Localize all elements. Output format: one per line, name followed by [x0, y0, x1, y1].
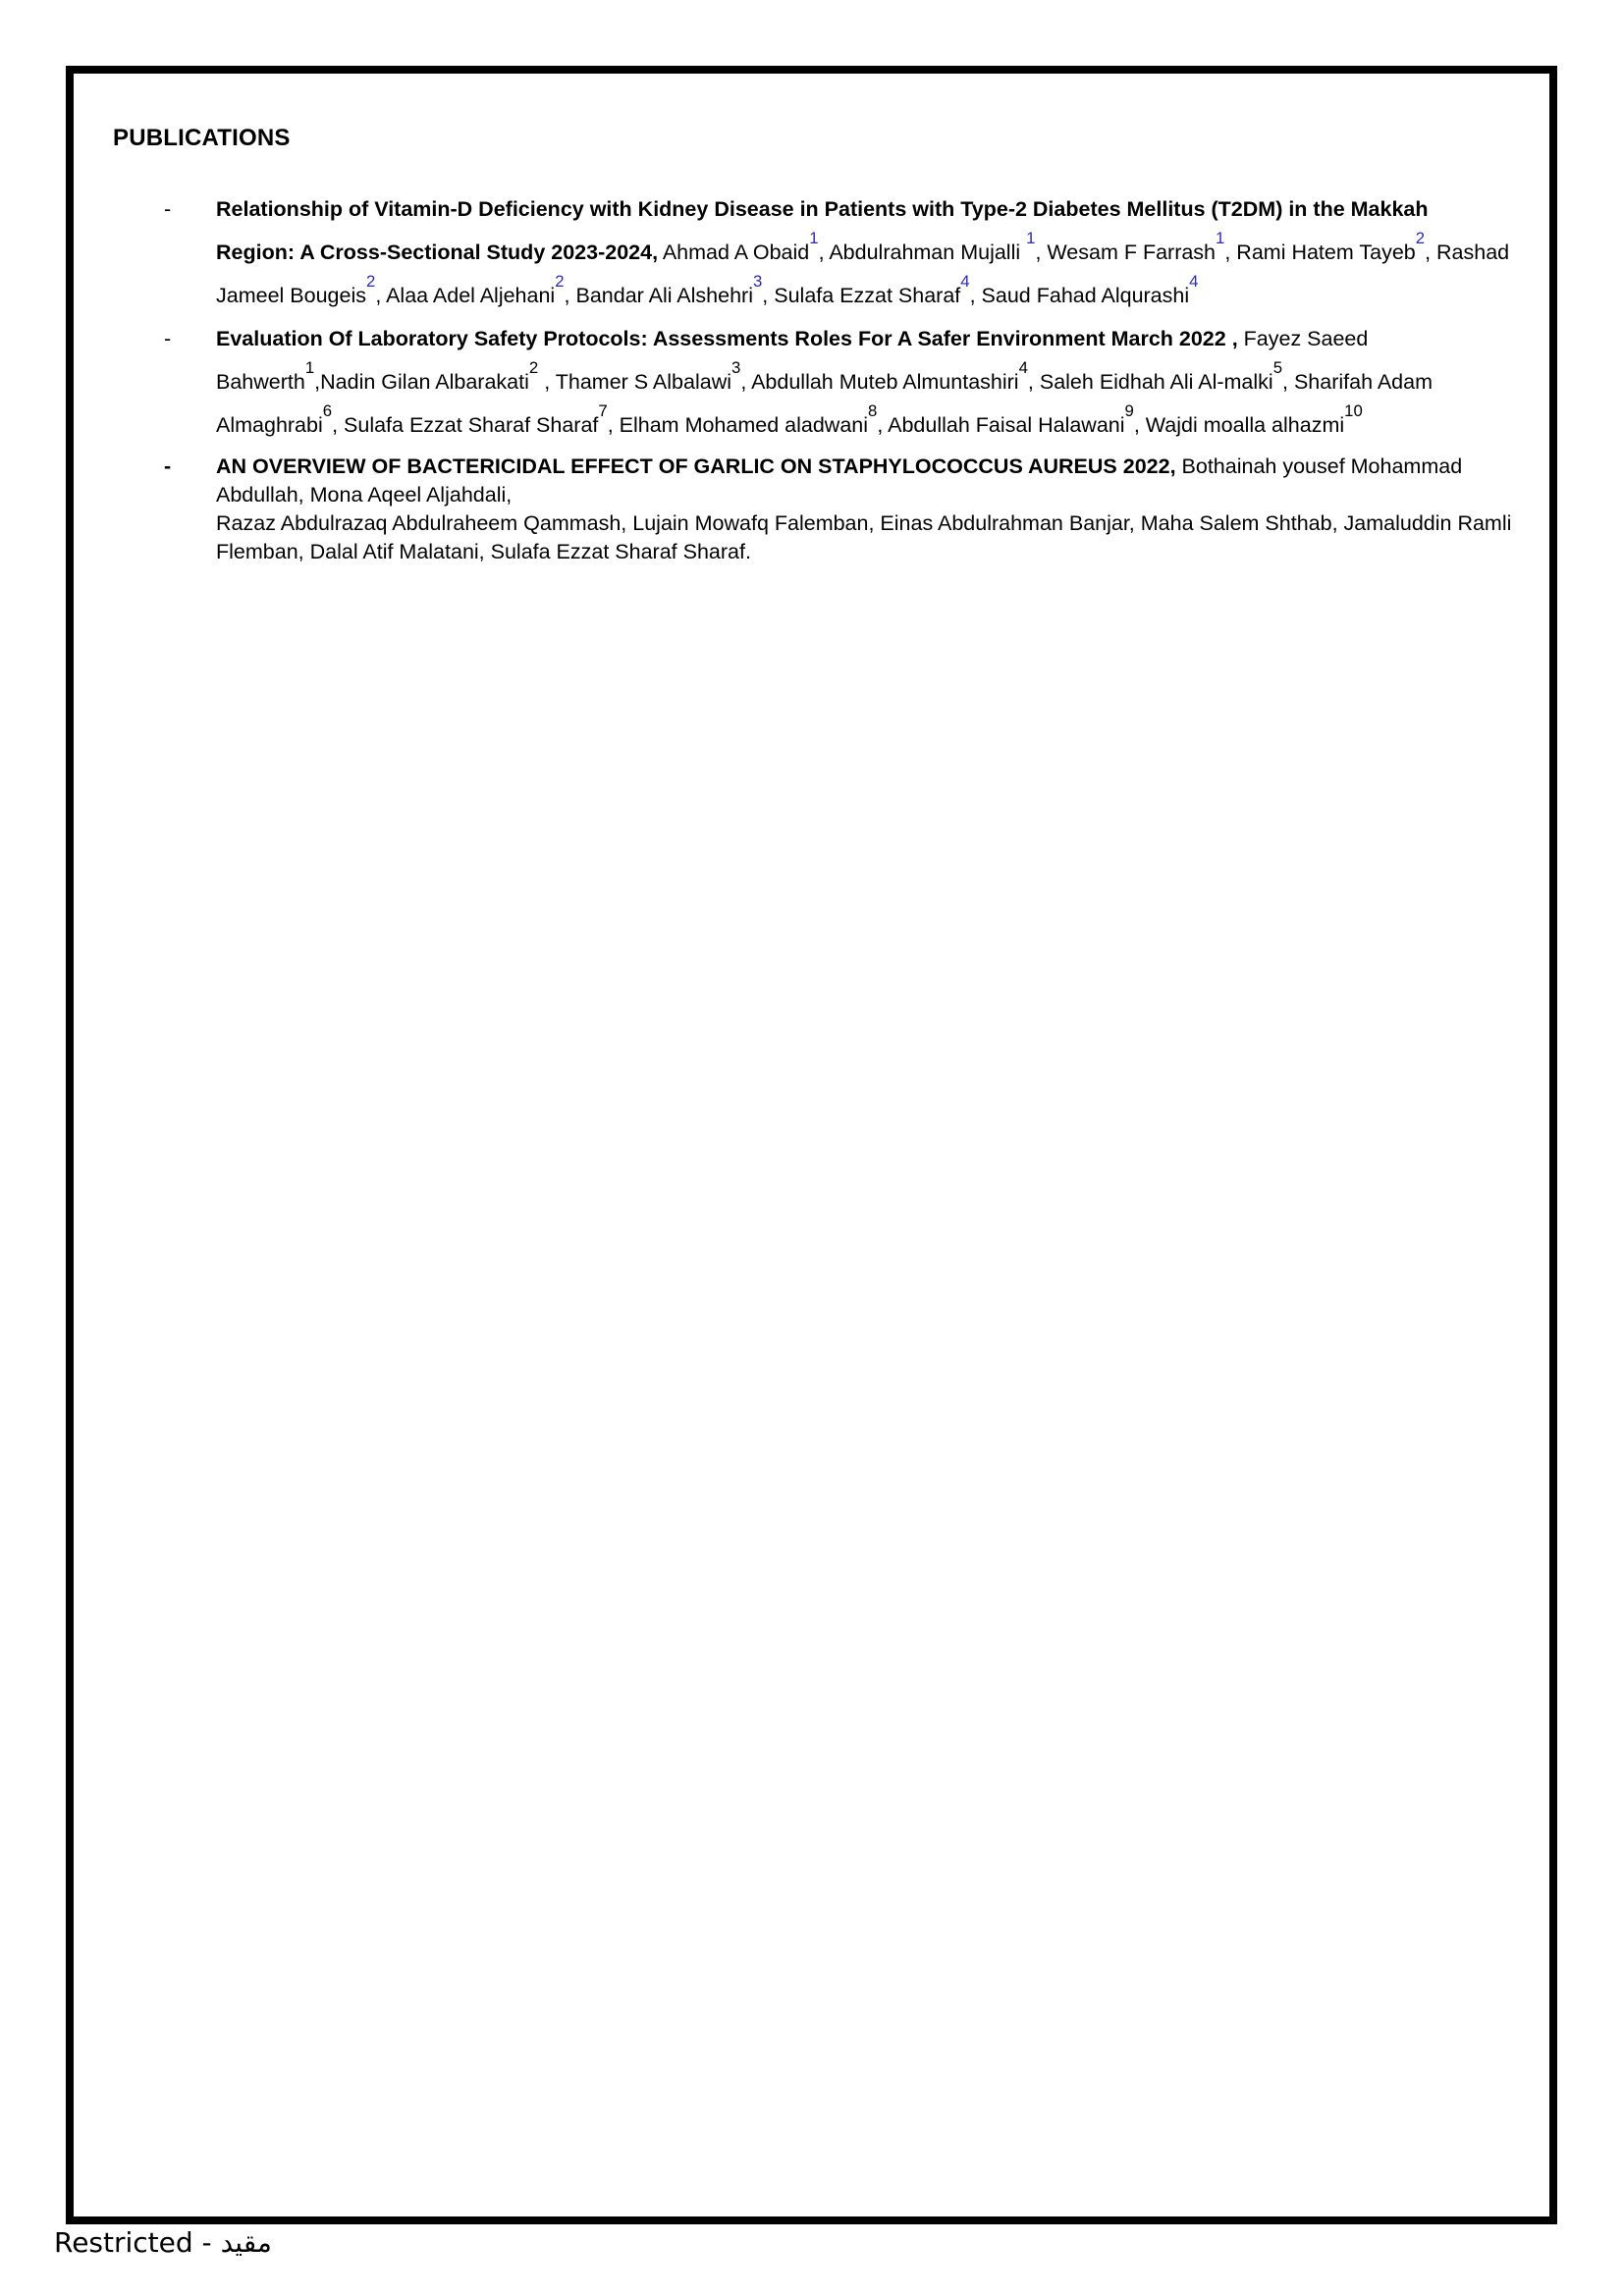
author-affiliation-superscript: 1 [1216, 229, 1225, 248]
author-affiliation-superscript: 2 [365, 272, 376, 292]
publication-authors: ,Nadin Gilan Albarakati [314, 370, 529, 394]
page-title: PUBLICATIONS [113, 125, 291, 151]
author-affiliation-superscript: 6 [322, 401, 333, 421]
publication-authors: Ahmad A Obaid [658, 240, 810, 264]
publication-title: Evaluation Of Laboratory Safety Protocols: Assessments Roles For A Safer Environment March 2022 , [216, 327, 1238, 350]
author-affiliation-superscript: 1 [1026, 229, 1036, 248]
publication-authors: , Alaa Adel Aljehani [375, 284, 556, 307]
author-affiliation-superscript: 2 [555, 272, 565, 292]
publication-authors: , Saleh Eidhah Ali Al-malki [1027, 370, 1273, 394]
author-affiliation-superscript: 2 [1415, 229, 1426, 248]
publication-authors: , Abdullah Faisal Halawani [877, 413, 1125, 437]
author-affiliation-superscript: 4 [960, 272, 970, 292]
publication-title: AN OVERVIEW OF BACTERICIDAL EFFECT OF GARLIC ON STAPHYLOCOCCUS AUREUS 2022, [216, 454, 1176, 478]
publication-authors: , Thamer S Albalawi [538, 370, 731, 394]
author-affiliation-superscript: 4 [1189, 272, 1199, 292]
author-affiliation-superscript: 1 [809, 229, 819, 248]
publication-item [113, 317, 1512, 447]
publication-authors: Razaz Abdulrazaq Abdulraheem Qammash, Lujain Mowafq Falemban, Einas Abdulrahman Banjar, Maha Salem Shthab, Jamaluddin Ramli Flemban, Dalal Atif Malatani, Sulafa Ezzat Sharaf Sharaf. [216, 511, 1512, 563]
publication-authors: , Wajdi moalla alhazmi [1133, 413, 1345, 437]
author-affiliation-superscript: 9 [1124, 401, 1134, 421]
author-affiliation-superscript: 3 [752, 272, 763, 292]
publications-list [113, 187, 1512, 566]
publication-authors: , Abdullah Muteb Almuntashiri [740, 370, 1019, 394]
author-affiliation-superscript: 7 [598, 401, 608, 421]
author-affiliation-superscript: 5 [1272, 358, 1283, 378]
publication-authors: , Rashad Jameel Bougeis [216, 240, 1510, 307]
page-border [66, 66, 1557, 2224]
publication-authors: , Elham Mohamed aladwani [607, 413, 869, 437]
author-affiliation-superscript: 8 [868, 401, 878, 421]
author-affiliation-superscript: 2 [528, 358, 539, 378]
publication-item [113, 187, 1512, 317]
publication-authors: , Abdulrahman Mujalli [818, 240, 1027, 264]
publication-authors: , Bandar Ali Alshehri [564, 284, 753, 307]
publication-authors: , Wesam F Farrash [1035, 240, 1217, 264]
publication-item [113, 453, 1512, 566]
footer-classification-label: Restricted - مقيد [54, 2226, 272, 2259]
author-affiliation-superscript: 4 [1018, 358, 1028, 378]
author-affiliation-superscript: 3 [731, 358, 741, 378]
author-affiliation-superscript: 1 [304, 358, 315, 378]
publication-authors: , Sulafa Ezzat Sharaf Sharaf [332, 413, 599, 437]
author-affiliation-superscript: 10 [1344, 401, 1363, 421]
publication-authors: , Saud Fahad Alqurashi [969, 284, 1190, 307]
publication-title: Relationship of Vitamin-D Deficiency with Kidney Disease in Patients with Type-2 Diabetes Mellitus (T2DM) in the Makkah Region: A Cross-Sectional Study 2023-2024, [216, 197, 1429, 264]
publication-authors: , Sharifah Adam Almaghrabi [216, 370, 1433, 437]
publication-authors: Bothainah yousef Mohammad Abdullah, Mona Aqeel Aljahdali, [216, 454, 1463, 507]
publication-authors: Fayez Saeed Bahwerth [216, 327, 1369, 394]
footer-classification [54, 2226, 272, 2259]
publication-authors: , Rami Hatem Tayeb [1224, 240, 1416, 264]
publication-authors: , Sulafa Ezzat Sharaf [762, 284, 961, 307]
